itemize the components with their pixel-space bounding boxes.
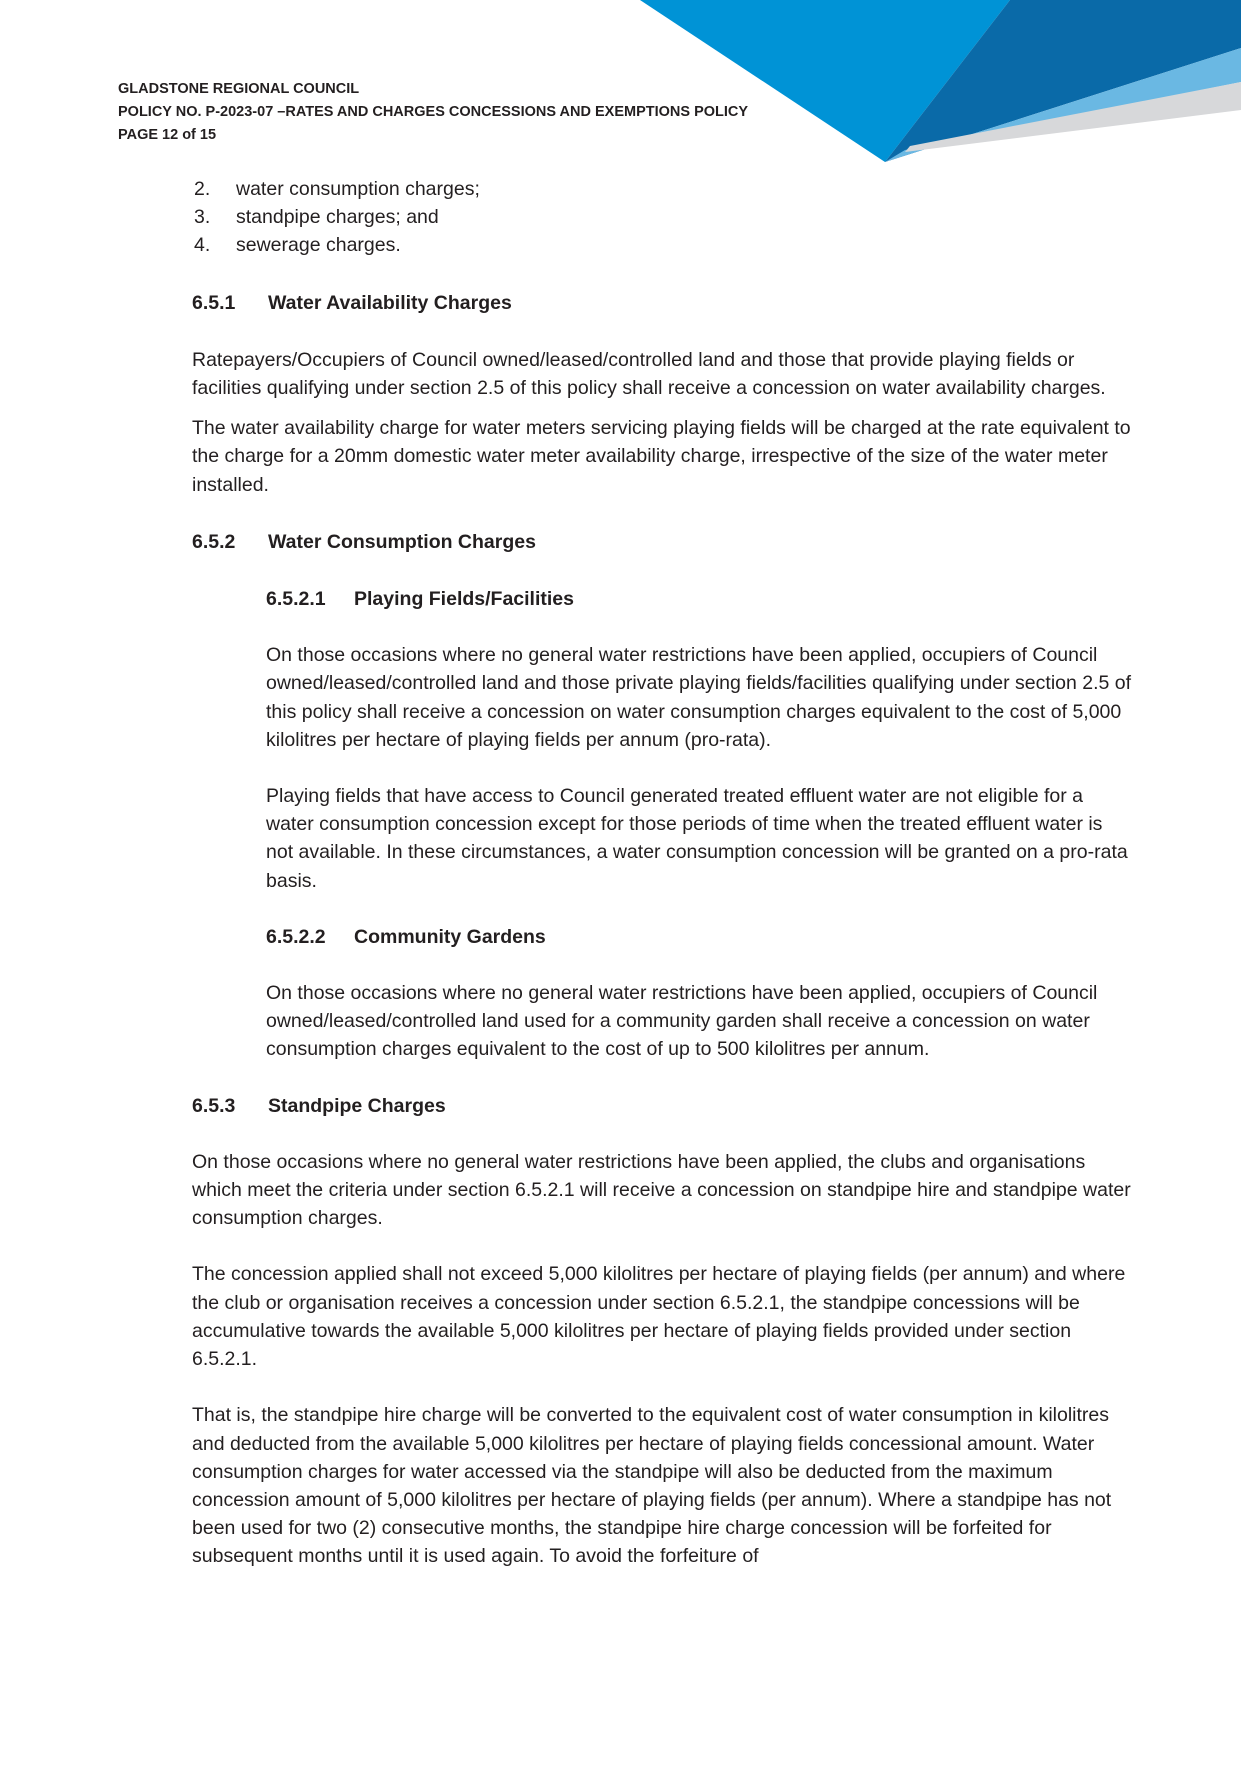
section-title: Standpipe Charges	[268, 1094, 446, 1117]
policy-title: POLICY NO. P-2023-07 –RATES AND CHARGES CONCESSIONS AND EXEMPTIONS POLICY	[118, 104, 749, 120]
section-heading-6-5-1	[192, 289, 1132, 317]
list-text: water consumption charges;	[236, 178, 480, 200]
section-number: 6.5.1	[192, 291, 236, 314]
section-number: 6.5.2	[192, 530, 236, 553]
paragraph: On those occasions where no general water restrictions have been applied, occupiers of Council owned/leased/controlled land and those private playing fields/facilities qualifying under section 2.5 of this policy shall receive a concession on water consumption charges equivalent to the cost of 5,000 kilolitres per hectare of playing fields per annum (pro-rata).	[266, 644, 1132, 751]
list-item	[192, 203, 1132, 231]
page-indicator: PAGE 12 of 15	[118, 127, 217, 143]
section-number: 6.5.2.2	[266, 925, 326, 948]
list-item	[192, 231, 1132, 259]
document-body	[192, 175, 1132, 1571]
section-title: Water Consumption Charges	[268, 530, 536, 553]
section-title: Water Availability Charges	[268, 291, 512, 314]
paragraph: The concession applied shall not exceed 5,000 kilolitres per hectare of playing fields (per annum) and where the club or organisation receives a concession under section 6.5.2.1, the standpipe concessions will be accumulative towards the available 5,000 kilolitres per hectare of playing fields provided under section 6.5.2.1.	[192, 1263, 1126, 1371]
section-number: 6.5.3	[192, 1094, 236, 1117]
paragraph: That is, the standpipe hire charge will be converted to the equivalent cost of water consumption in kilolitres and deducted from the available 5,000 kilolitres per hectare of playing fields concessional amount. Water consumption charges for water accessed via the standpipe will also be deducted from the maximum concession amount of 5,000 kilolitres per hectare of playing fields (per annum). Where a standpipe has not been used for two (2) consecutive months, the standpipe hire charge concession will be forfeited for subsequent months until it is used again. To avoid the forfeiture of	[192, 1404, 1112, 1568]
list-number: 3.	[194, 206, 211, 229]
list-number: 4.	[194, 234, 211, 257]
section-number: 6.5.2.1	[266, 588, 326, 611]
section-heading-6-5-3	[192, 1092, 1132, 1120]
list-item	[192, 175, 1132, 203]
list-text: sewerage charges.	[236, 234, 401, 257]
list-number: 2.	[194, 178, 211, 200]
paragraph: On those occasions where no general water restrictions have been applied, occupiers of Council owned/leased/controlled land used for a community garden shall receive a concession on water consumption charges equivalent to the cost of up to 500 kilolitres per annum.	[266, 982, 1098, 1061]
page-header	[118, 78, 748, 147]
section-title: Playing Fields/Facilities	[354, 588, 574, 611]
organisation-name: GLADSTONE REGIONAL COUNCIL	[118, 81, 360, 97]
section-heading-6-5-2-1	[266, 585, 1132, 613]
section-heading-6-5-2-2	[266, 923, 1132, 951]
paragraph: On those occasions where no general water restrictions have been applied, the clubs and organisations which meet the criteria under section 6.5.2.1 will receive a concession on standpipe hire and standpipe water consumption charges.	[192, 1150, 1131, 1230]
list-text: standpipe charges; and	[236, 206, 439, 229]
paragraph: The water availability charge for water meters servicing playing fields will be charged at the rate equivalent to the charge for a 20mm domestic water meter availability charge, irrespective of the size of the water meter installed.	[192, 417, 1131, 496]
section-heading-6-5-2	[192, 528, 1132, 556]
section-title: Community Gardens	[354, 925, 546, 948]
paragraph: Playing fields that have access to Council generated treated effluent water are not eligible for a water consumption concession except for those periods of time when the treated effluent water is not available. In these circumstances, a water consumption concession will be granted on a pro-rata basis.	[266, 785, 1128, 892]
paragraph: Ratepayers/Occupiers of Council owned/leased/controlled land and those that provide playing fields or facilities qualifying under section 2.5 of this policy shall receive a concession on water availability charges.	[192, 348, 1106, 400]
